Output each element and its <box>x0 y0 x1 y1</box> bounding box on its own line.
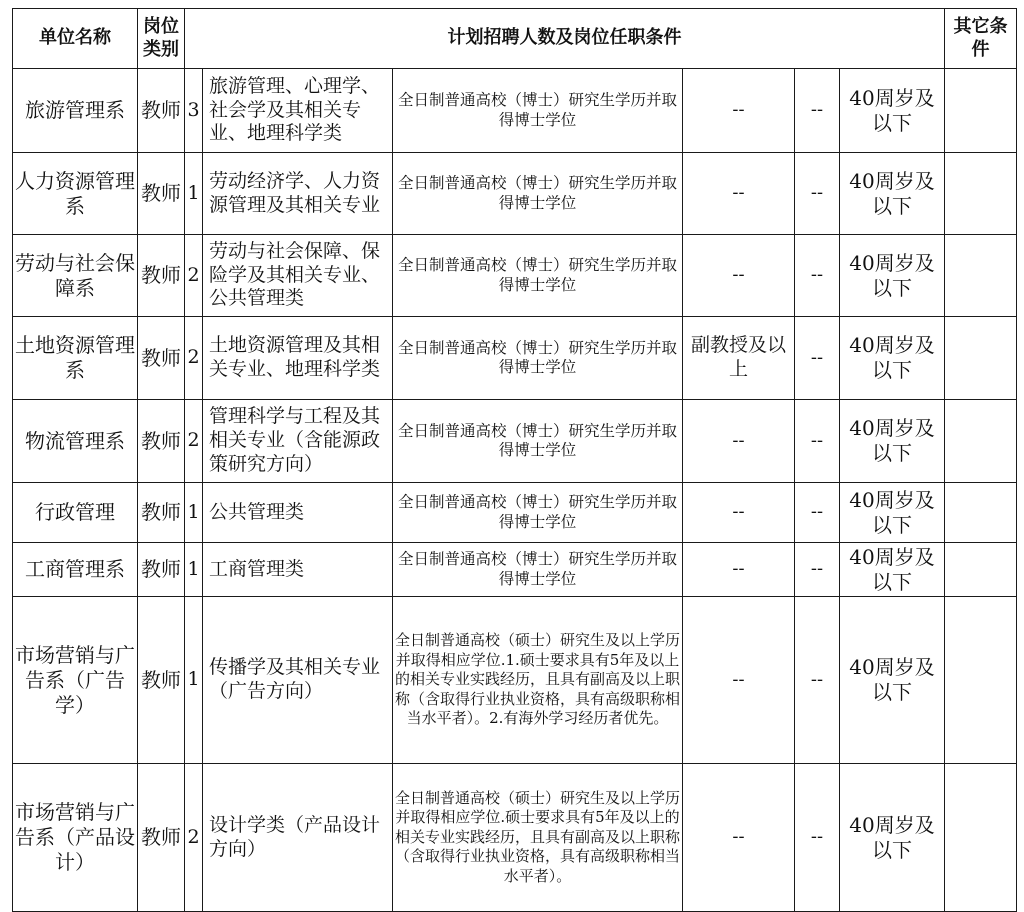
post-category-cell: 教师 <box>138 69 185 153</box>
education-requirement-cell: 全日制普通高校（硕士）研究生及以上学历并取得相应学位.硕士要求具有5年及以上的相关专业实践经历，且具有副高及以上职称（含取得行业执业资格，具有高级职称相当水平者）。 <box>393 764 683 912</box>
post-category-cell: 教师 <box>138 483 185 543</box>
unit-name-cell: 行政管理 <box>13 483 138 543</box>
age-requirement-cell: 40周岁及以下 <box>840 764 945 912</box>
age-requirement-cell: 40周岁及以下 <box>840 483 945 543</box>
table-row <box>13 235 1017 317</box>
experience-requirement-cell: -- <box>795 764 840 912</box>
other-conditions-cell <box>945 69 1017 153</box>
hiring-count-cell: 1 <box>185 483 203 543</box>
other-conditions-cell <box>945 153 1017 235</box>
hiring-count-cell: 2 <box>185 317 203 400</box>
hiring-count-cell: 2 <box>185 235 203 317</box>
hiring-count-cell: 1 <box>185 597 203 764</box>
unit-name-cell: 劳动与社会保障系 <box>13 235 138 317</box>
major-requirement-cell: 公共管理类 <box>203 483 393 543</box>
post-category-cell: 教师 <box>138 400 185 483</box>
title-requirement-cell: -- <box>683 764 795 912</box>
experience-requirement-cell: -- <box>795 153 840 235</box>
unit-name-cell: 工商管理系 <box>13 543 138 597</box>
major-requirement-cell: 管理科学与工程及其相关专业（含能源政策研究方向） <box>203 400 393 483</box>
experience-requirement-cell: -- <box>795 483 840 543</box>
other-conditions-cell <box>945 235 1017 317</box>
experience-requirement-cell: -- <box>795 235 840 317</box>
title-requirement-cell: -- <box>683 483 795 543</box>
table-row <box>13 69 1017 153</box>
table-header-row <box>13 9 1017 69</box>
experience-requirement-cell: -- <box>795 400 840 483</box>
unit-name-cell: 人力资源管理系 <box>13 153 138 235</box>
unit-name-cell: 市场营销与广告系（广告学） <box>13 597 138 764</box>
title-requirement-cell: -- <box>683 400 795 483</box>
other-conditions-cell <box>945 764 1017 912</box>
post-category-cell: 教师 <box>138 153 185 235</box>
header-unit-name: 单位名称 <box>13 9 138 69</box>
education-requirement-cell: 全日制普通高校（博士）研究生学历并取得博士学位 <box>393 543 683 597</box>
age-requirement-cell: 40周岁及以下 <box>840 153 945 235</box>
hiring-count-cell: 2 <box>185 764 203 912</box>
age-requirement-cell: 40周岁及以下 <box>840 400 945 483</box>
other-conditions-cell <box>945 597 1017 764</box>
experience-requirement-cell: -- <box>795 543 840 597</box>
age-requirement-cell: 40周岁及以下 <box>840 543 945 597</box>
title-requirement-cell: 副教授及以上 <box>683 317 795 400</box>
age-requirement-cell: 40周岁及以下 <box>840 317 945 400</box>
post-category-cell: 教师 <box>138 235 185 317</box>
header-other-conditions: 其它条件 <box>945 9 1017 69</box>
hiring-count-cell: 1 <box>185 153 203 235</box>
other-conditions-cell <box>945 483 1017 543</box>
unit-name-cell: 市场营销与广告系（产品设计） <box>13 764 138 912</box>
unit-name-cell: 土地资源管理系 <box>13 317 138 400</box>
other-conditions-cell <box>945 543 1017 597</box>
major-requirement-cell: 旅游管理、心理学、社会学及其相关专业、地理科学类 <box>203 69 393 153</box>
post-category-cell: 教师 <box>138 543 185 597</box>
education-requirement-cell: 全日制普通高校（博士）研究生学历并取得博士学位 <box>393 153 683 235</box>
education-requirement-cell: 全日制普通高校（博士）研究生学历并取得博士学位 <box>393 235 683 317</box>
education-requirement-cell: 全日制普通高校（博士）研究生学历并取得博士学位 <box>393 483 683 543</box>
major-requirement-cell: 劳动与社会保障、保险学及其相关专业、公共管理类 <box>203 235 393 317</box>
education-requirement-cell: 全日制普通高校（博士）研究生学历并取得博士学位 <box>393 400 683 483</box>
header-plan-conditions: 计划招聘人数及岗位任职条件 <box>185 9 945 69</box>
table-row <box>13 543 1017 597</box>
table-row <box>13 597 1017 764</box>
other-conditions-cell <box>945 400 1017 483</box>
post-category-cell: 教师 <box>138 317 185 400</box>
experience-requirement-cell: -- <box>795 69 840 153</box>
title-requirement-cell: -- <box>683 597 795 764</box>
major-requirement-cell: 土地资源管理及其相关专业、地理科学类 <box>203 317 393 400</box>
title-requirement-cell: -- <box>683 543 795 597</box>
unit-name-cell: 旅游管理系 <box>13 69 138 153</box>
major-requirement-cell: 劳动经济学、人力资源管理及其相关专业 <box>203 153 393 235</box>
education-requirement-cell: 全日制普通高校（硕士）研究生及以上学历并取得相应学位.1.硕士要求具有5年及以上的相关专业实践经历，且具有副高及以上职称（含取得行业执业资格，具有高级职称相当水平者）。2.有海外学习经历者优先。 <box>393 597 683 764</box>
experience-requirement-cell: -- <box>795 597 840 764</box>
hiring-count-cell: 3 <box>185 69 203 153</box>
table-row <box>13 153 1017 235</box>
table-row <box>13 764 1017 912</box>
table-row <box>13 483 1017 543</box>
age-requirement-cell: 40周岁及以下 <box>840 597 945 764</box>
experience-requirement-cell: -- <box>795 317 840 400</box>
title-requirement-cell: -- <box>683 69 795 153</box>
unit-name-cell: 物流管理系 <box>13 400 138 483</box>
title-requirement-cell: -- <box>683 153 795 235</box>
major-requirement-cell: 工商管理类 <box>203 543 393 597</box>
age-requirement-cell: 40周岁及以下 <box>840 69 945 153</box>
table-row <box>13 400 1017 483</box>
age-requirement-cell: 40周岁及以下 <box>840 235 945 317</box>
table-row <box>13 317 1017 400</box>
major-requirement-cell: 传播学及其相关专业（广告方向） <box>203 597 393 764</box>
recruitment-table <box>12 8 1017 912</box>
post-category-cell: 教师 <box>138 597 185 764</box>
hiring-count-cell: 1 <box>185 543 203 597</box>
education-requirement-cell: 全日制普通高校（博士）研究生学历并取得博士学位 <box>393 317 683 400</box>
title-requirement-cell: -- <box>683 235 795 317</box>
header-post-category: 岗位类别 <box>138 9 185 69</box>
education-requirement-cell: 全日制普通高校（博士）研究生学历并取得博士学位 <box>393 69 683 153</box>
post-category-cell: 教师 <box>138 764 185 912</box>
other-conditions-cell <box>945 317 1017 400</box>
major-requirement-cell: 设计学类（产品设计方向） <box>203 764 393 912</box>
hiring-count-cell: 2 <box>185 400 203 483</box>
